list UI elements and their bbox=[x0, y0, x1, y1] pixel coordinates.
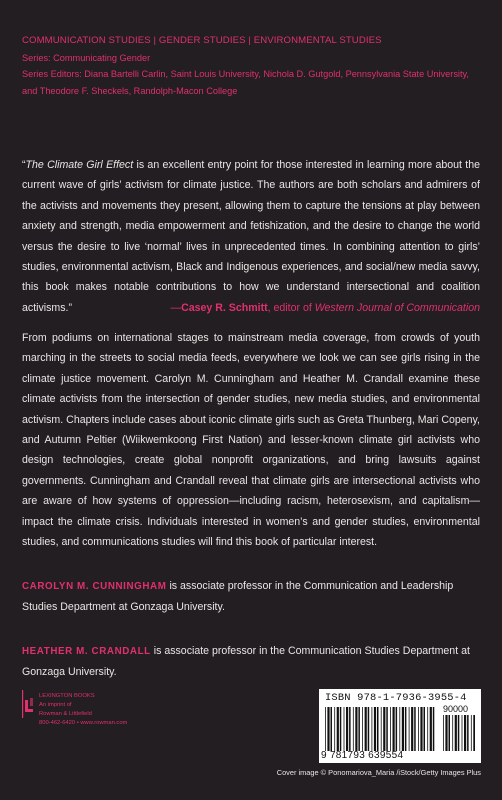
ean-barcode-icon bbox=[325, 707, 437, 751]
publisher-name: LEXINGTON BOOKS bbox=[39, 693, 95, 699]
author-bio-1 bbox=[22, 576, 480, 618]
subject-categories: COMMUNICATION STUDIES | GENDER STUDIES | ENVIRONMENTAL STUDIES bbox=[22, 35, 382, 46]
attribution-name: Casey R. Schmitt bbox=[181, 301, 268, 314]
cover-image-credit: Cover image © Ponomariova_Maria /iStock/Getty Images Plus bbox=[276, 768, 481, 777]
quote-body: is an excellent entry point for those interested in learning more about the current wave of girls’ activism for climate justice. The authors are both scholars and admirers of the activists and movements they present, allowing them to capture the tensions at play between anxiety and strength, media empowerment and fetishization, and the desire to change the world versus the desire to live ‘normal’ lives in unprecedented times. In combining attention to girls’ studies, environmental activism, Black and Indigenous experiences, and social/new media savvy, this book makes notable contributions to how we understand intersectional and coalition activisms.” bbox=[22, 159, 480, 314]
book-description: From podiums on international stages to mainstream media coverage, from crowds of youth marching in the streets to social media feeds, everywhere we look we can see girls rising in the climate justice movement. Carolyn M. Cunningham and Heather M. Crandall examine these climate activists from the intersection of gender studies, new media studies, and environmental activism. Chapters include cases about iconic climate girls such as Greta Thunberg, Mari Copeny, and Autumn Peltier (Wiikwemkoong First Nation) and lesser-known climate girl activists who design technologies, create global nonprofit organizations, and bring lawsuits against governments. Cunningham and Crandall reveal that climate girls are intersectional activists who are aware of how systems of oppression—including racism, heterosexism, and capitalism—impact the climate crisis. Individuals interested in women’s and gender studies, environmental studies, and communications studies will find this book of particular interest. bbox=[22, 332, 480, 549]
series-header bbox=[22, 33, 482, 99]
publisher-imprint-line2: Rowman & Littlefield bbox=[39, 711, 92, 717]
isbn-barcode bbox=[319, 689, 481, 763]
author-bio-2 bbox=[22, 641, 480, 683]
series-editors-line1: Series Editors: Diana Bartelli Carlin, Saint Louis University, Nichola D. Gutgold, Pennsylvania State University, bbox=[22, 69, 469, 79]
author-name-2: HEATHER M. CRANDALL bbox=[22, 646, 151, 657]
publisher-text bbox=[39, 692, 127, 728]
quote-attribution bbox=[22, 298, 480, 318]
author-bio-text-2: is associate professor in the Communication Studies Department at Gonzaga University. bbox=[22, 645, 470, 679]
author-bio-text-1: is associate professor in the Communication and Leadership Studies Department at Gonzaga University. bbox=[22, 580, 454, 614]
series-name: Series: Communicating Gender bbox=[22, 52, 151, 63]
ean-digits: 9 781793 639554 bbox=[321, 750, 404, 761]
quote-open-mark: “ bbox=[22, 159, 26, 171]
addon-barcode-icon bbox=[443, 715, 475, 751]
author-name-1: CAROLYN M. CUNNINGHAM bbox=[22, 581, 167, 592]
quote-book-title: The Climate Girl Effect bbox=[25, 159, 134, 171]
publisher-logo-icon bbox=[22, 690, 34, 718]
attribution-journal: Western Journal of Communication bbox=[314, 301, 480, 314]
publisher-imprint-line1: An imprint of bbox=[39, 702, 72, 708]
attribution-dash: — bbox=[170, 301, 182, 314]
attribution-role: , editor of bbox=[267, 301, 315, 314]
series-editors-line2: and Theodore F. Sheckels, Randolph-Macon College bbox=[22, 85, 238, 96]
publisher-contact: 800-462-6420 • www.rowman.com bbox=[39, 720, 128, 726]
endorsement-quote bbox=[22, 155, 480, 318]
addon-price-code: 90000 bbox=[443, 704, 469, 714]
isbn-text: ISBN 978-1-7936-3955-4 bbox=[325, 692, 467, 704]
publisher-block bbox=[22, 690, 142, 760]
